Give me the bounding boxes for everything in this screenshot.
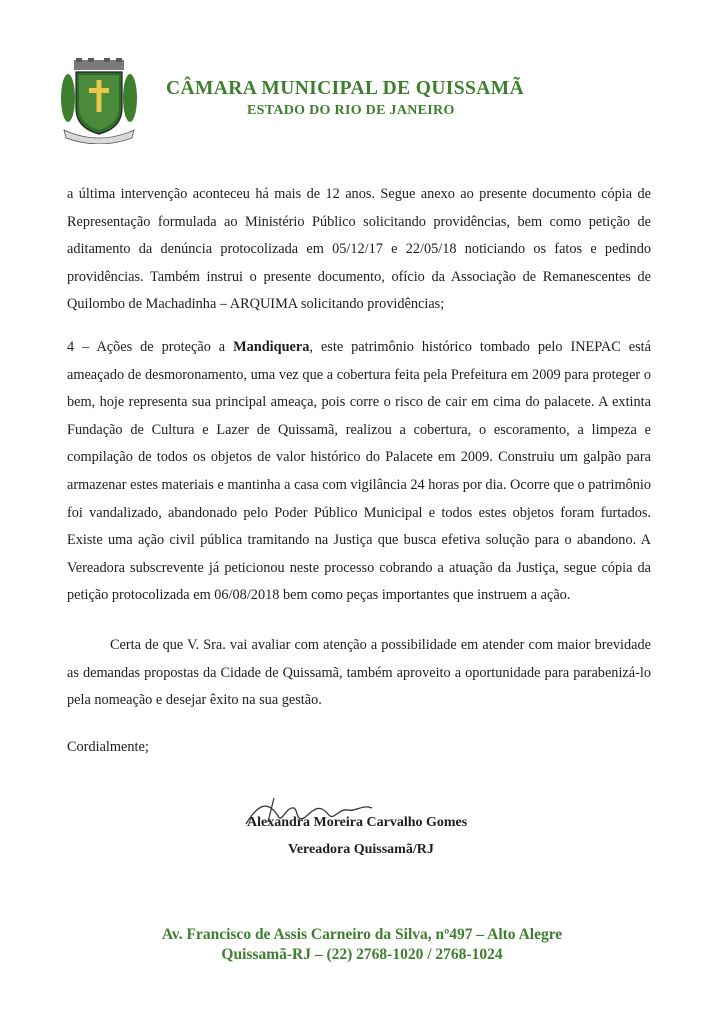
footer-address — [0, 926, 724, 944]
paragraph-2-text: , este patrimônio histórico tombado pelo INEPAC está ameaçado de desmoronamento, uma vez que a cobertura feita pela Prefeitura em 2009 para proteger o bem, hoje representa sua principal ameaça, pois corre o risco de cair em cima do palacete. A extinta Fundação de Cultura e Lazer de Quissamã, realizou a cobertura, o escoramento, a limpeza e compilação de todos os objetos de valor histórico do Palacete em 2009. Construiu um galpão para armazenar estes materiais e mantinha a casa com vigilância 24 horas por dia. Ocorre que o patrimônio foi vandalizado, abandonado pelo Poder Público Municipal e todos estes objetos foram furtados. Existe uma ação civil pública tramitando na Justiça que busca efetiva solução para o abandono. A Vereadora subscrevente já peticionou neste processo cobrando a atuação da Justiça, segue cópia da petição protocolizada em 06/08/2018 bem como peças importantes que instruem a ação. — [67, 339, 651, 604]
paragraph-1: a última intervenção aconteceu há mais de 12 anos. Segue anexo ao presente documento cópia de Representação formulada ao Ministério Público solicitando providências, bem como petição de aditamento da denúncia protocolizada em 05/12/17 e 22/05/18 noticiando os fatos e pedindo providências. Também instrui o presente documento, ofício da Associação de Remanescentes de Quilombo de Machadinha – ARQUIMA solicitando providências; — [67, 186, 651, 313]
paragraph-2 — [67, 334, 651, 610]
footer-contact — [0, 946, 724, 964]
footer-address-text: Av. Francisco de Assis Carneiro da Silva, nº497 – Alto Alegre — [161, 926, 563, 943]
paragraph-3: Certa de que V. Sra. vai avaliar com atenção a possibilidade em atender com maior brevidade as demandas propostas da Cidade de Quissamã, também aproveito a oportunidade para parabenizá-lo pela nomeação e desejar êxito na sua gestão. — [67, 637, 651, 709]
signatory-role: Vereadora Quissamã/RJ — [288, 842, 434, 857]
coat-of-arms-icon — [60, 58, 138, 144]
institution-name: CÂMARA MUNICIPAL DE QUISSAMÃ — [166, 78, 525, 99]
closing-salutation: Cordialmente; — [67, 739, 149, 755]
state-name: ESTADO DO RIO DE JANEIRO — [247, 103, 455, 118]
signatory-name: Alexandra Moreira Carvalho Gomes — [247, 815, 468, 830]
letterhead — [60, 58, 680, 148]
paragraph-2-prefix: 4 – Ações de proteção a — [67, 339, 234, 355]
mandiquera-bold: Mandiquera — [233, 339, 310, 355]
footer-contact-text: Quissamã-RJ – (22) 2768-1020 / 2768-1024 — [221, 946, 503, 963]
